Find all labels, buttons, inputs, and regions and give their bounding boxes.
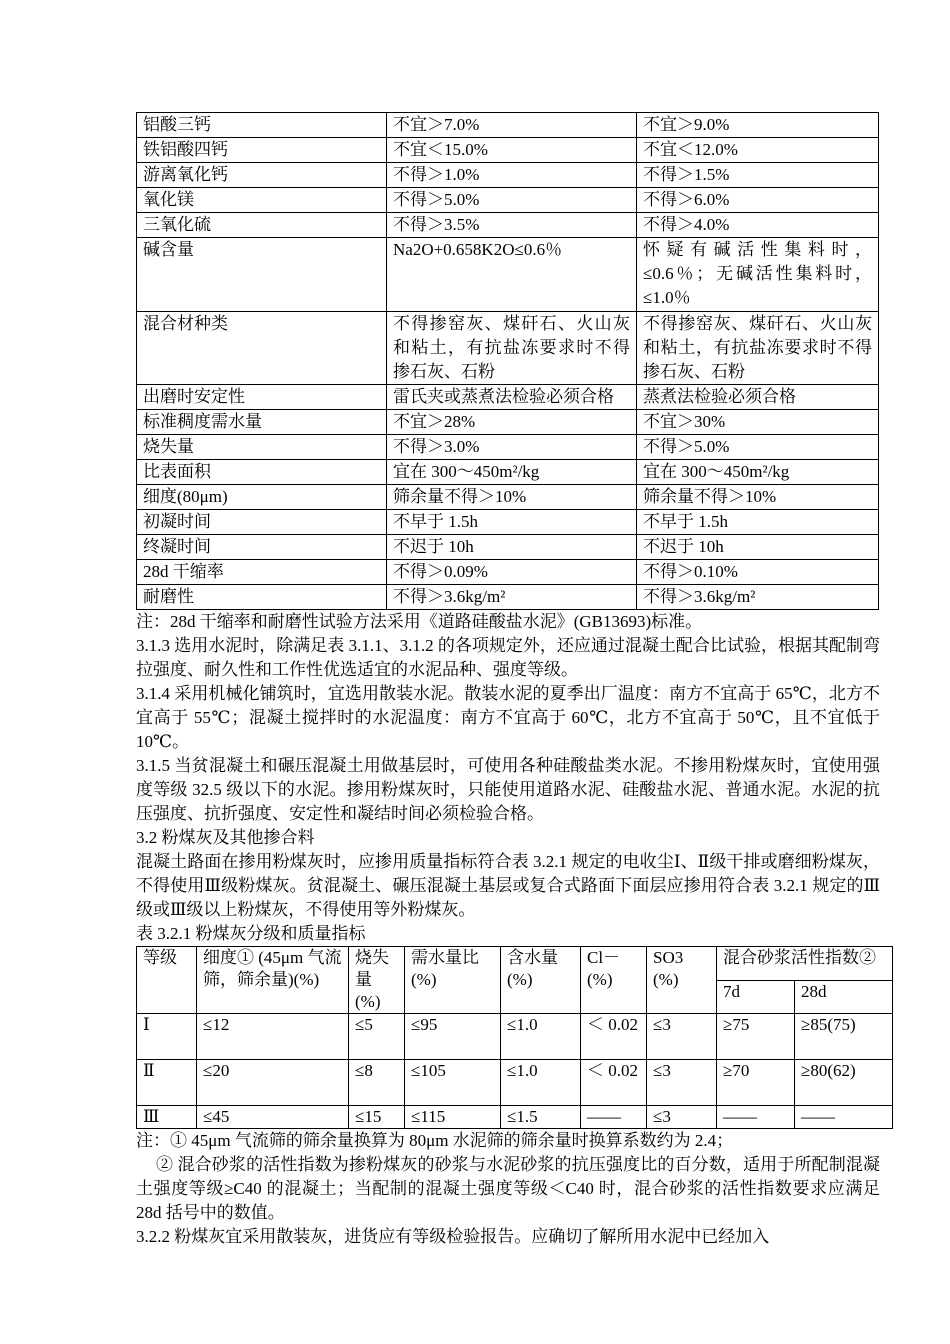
header-fineness: 细度① (45μm 气流筛，筛余量)(%) xyxy=(197,947,349,1014)
table-note: 注：① 45μm 气流筛的筛余量换算为 80μm 水泥筛的筛余量时换算系数约为 2.4； xyxy=(136,1131,734,1150)
table-row: 出磨时安定性 雷氏夹或蒸煮法检验必须合格 蒸煮法检验必须合格 xyxy=(137,385,879,410)
header-activity: 混合砂浆活性指数② xyxy=(717,947,893,981)
section-body: 混凝土路面在掺用粉煤灰时，应掺用质量指标符合表 3.2.1 规定的电收尘Ⅰ、Ⅱ级干排或磨细粉煤灰，不得使用Ⅲ级粉煤灰。贫混凝土、碾压混凝土基层或复合式路面下面层应掺用符合表 3.2.1 规定的Ⅲ级或Ⅲ级以上粉煤灰，不得使用等外粉煤灰。 xyxy=(136,852,880,919)
table-header-row xyxy=(137,947,893,981)
table-note: ② 混合砂浆的活性指数为掺粉煤灰的砂浆与水泥砂浆的抗压强度比的百分数，适用于所配制混凝土强度等级≥C40 的混凝土；当配制的混凝土强度等级＜C40 时，混合砂浆的活性指数要求应满足 28d 括号中的数值。 xyxy=(136,1155,880,1222)
clause-3-1-4: 3.1.4 采用机械化铺筑时，宜选用散装水泥。散装水泥的夏季出厂温度：南方不宜高于 65℃，北方不宜高于 55℃；混凝土搅拌时的水泥温度：南方不宜高于 60℃，北方不宜高于 50℃，且不宜低于 10℃。 xyxy=(136,684,880,751)
table-note: 注：28d 干缩率和耐磨性试验方法采用《道路硅酸盐水泥》(GB13693)标准。 xyxy=(136,612,703,631)
document-page xyxy=(136,112,880,1249)
table-row: 细度(80μm) 筛余量不得＞10% 筛余量不得＞10% xyxy=(137,485,879,510)
table-row: 游离氧化钙 不得＞1.0% 不得＞1.5% xyxy=(137,163,879,188)
table-row: 铁铝酸四钙 不宜＜15.0% 不宜＜12.0% xyxy=(137,138,879,163)
table-row: 比表面积 宜在 300～450m²/kg 宜在 300～450m²/kg xyxy=(137,460,879,485)
fly-ash-grade-table xyxy=(136,946,893,1129)
header-7d: 7d xyxy=(717,980,795,1014)
header-water: 需水量比 (%) xyxy=(405,947,501,1014)
table-row: Ⅲ ≤45 ≤15 ≤115 ≤1.5 —— ≤3 —— —— xyxy=(137,1106,893,1129)
table-row: 铝酸三钙 不宜＞7.0% 不宜＞9.0% xyxy=(137,113,879,138)
table-row: 碱含量 Na2O+0.658K2O≤0.6％ 怀疑有碱活性集料时，≤0.6％；无碱活性集料时，≤1.0％ xyxy=(137,238,879,312)
table-row: Ⅱ ≤20 ≤8 ≤105 ≤1.0 ＜ 0.02 ≤3 ≥70 ≥80(62) xyxy=(137,1060,893,1106)
table-row: Ⅰ ≤12 ≤5 ≤95 ≤1.0 ＜ 0.02 ≤3 ≥75 ≥85(75) xyxy=(137,1014,893,1060)
header-loss: 烧失量 (%) xyxy=(349,947,405,1014)
cement-spec-table xyxy=(136,112,879,610)
table-row: 混合材种类 不得掺窑灰、煤矸石、火山灰和粘土，有抗盐冻要求时不得掺石灰、石粉 不得掺窑灰、煤矸石、火山灰和粘土，有抗盐冻要求时不得掺石灰、石粉 xyxy=(137,312,879,385)
table-row: 三氧化硫 不得＞3.5% 不得＞4.0% xyxy=(137,213,879,238)
clause-3-1-3: 3.1.3 选用水泥时，除满足表 3.1.1、3.1.2 的各项规定外，还应通过混凝土配合比试验，根据其配制弯拉强度、耐久性和工作性优选适宜的水泥品种、强度等级。 xyxy=(136,636,880,679)
table-row: 初凝时间 不早于 1.5h 不早于 1.5h xyxy=(137,510,879,535)
table-caption: 表 3.2.1 粉煤灰分级和质量指标 xyxy=(136,924,366,943)
header-grade: 等级 xyxy=(137,947,197,1014)
table-row: 终凝时间 不迟于 10h 不迟于 10h xyxy=(137,535,879,560)
table-row: 耐磨性 不得＞3.6kg/m² 不得＞3.6kg/m² xyxy=(137,585,879,610)
table-row: 氧化镁 不得＞5.0% 不得＞6.0% xyxy=(137,188,879,213)
header-so3: SO3 (%) xyxy=(647,947,717,1014)
header-moisture: 含水量 (%) xyxy=(501,947,581,1014)
table-row: 标准稠度需水量 不宜＞28% 不宜＞30% xyxy=(137,410,879,435)
header-28d: 28d xyxy=(795,980,893,1014)
table-row: 28d 干缩率 不得＞0.09% 不得＞0.10% xyxy=(137,560,879,585)
clause-3-1-5: 3.1.5 当贫混凝土和碾压混凝土用做基层时，可使用各种硅酸盐类水泥。不掺用粉煤灰时，宜使用强度等级 32.5 级以下的水泥。掺用粉煤灰时，只能使用道路水泥、硅酸盐水泥、普通水泥。水泥的抗压强度、抗折强度、安定性和凝结时间必须检验合格。 xyxy=(136,756,880,823)
table-row: 烧失量 不得＞3.0% 不得＞5.0% xyxy=(137,435,879,460)
header-cl: Cl－ (%) xyxy=(581,947,647,1014)
section-heading: 3.2 粉煤灰及其他掺合料 xyxy=(136,828,315,847)
clause-3-2-2: 3.2.2 粉煤灰宜采用散装灰，进货应有等级检验报告。应确切了解所用水泥中已经加入 xyxy=(136,1227,770,1246)
